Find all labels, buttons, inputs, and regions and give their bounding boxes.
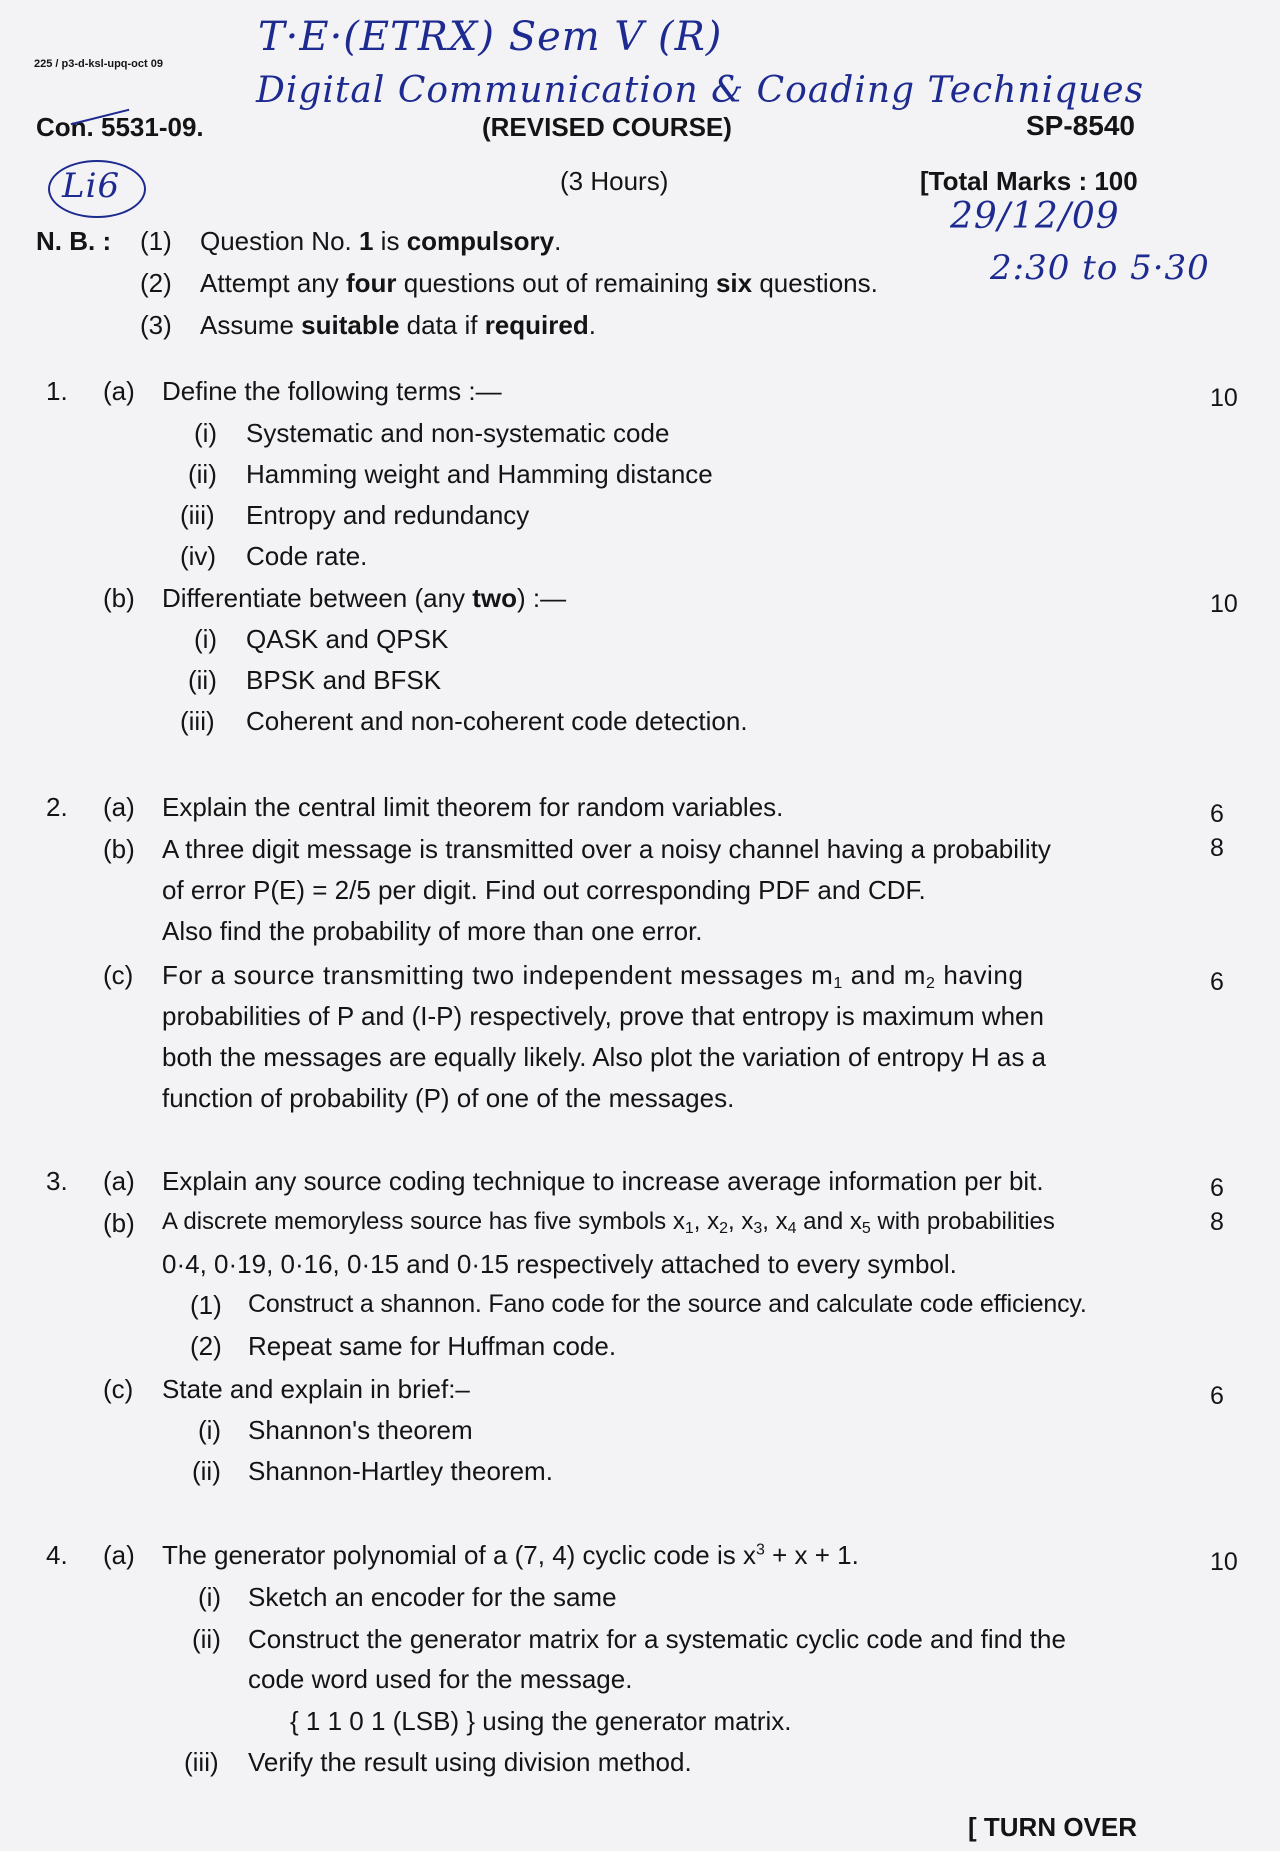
q3b-label: (b) [103,1208,135,1238]
q3a-label: (a) [103,1166,135,1196]
q3c-text: State and explain in brief:– [162,1374,470,1404]
duration: (3 Hours) [560,166,669,196]
q2b-line3: Also find the probability of more than one error. [162,916,703,946]
handwritten-title-line2: Digital Communication & Coading Techniques [256,70,1145,111]
q1b-iii-text: Coherent and non-coherent code detection. [246,706,748,736]
q4a-ii-text-cont: code word used for the message. [248,1664,633,1694]
course-label: (REVISED COURSE) [482,112,732,142]
q3c-ii-text: Shannon-Hartley theorem. [248,1456,553,1486]
con-number: Con. 5531-09. [36,112,204,142]
q3c-marks: 6 [1210,1382,1224,1410]
q1a-iii-text: Entropy and redundancy [246,500,530,530]
q3b-marks: 8 [1210,1208,1224,1236]
q2b-label: (b) [103,834,135,864]
q1a-label: (a) [103,376,135,406]
q1a-i-text: Systematic and non-systematic code [246,418,670,448]
q1b-text: Differentiate between (any two) :— [162,583,567,613]
q2c-marks: 6 [1210,968,1224,996]
paper-code: SP-8540 [1026,110,1135,141]
q3c-i-num: (i) [198,1415,222,1445]
q2c-line3: both the messages are equally likely. Also plot the variation of entropy H as a [162,1042,1047,1072]
turn-over: [ TURN OVER [968,1812,1137,1842]
note-3: Assume suitable data if required. [200,310,596,340]
q1a-ii-num: (ii) [188,459,217,489]
q1a-text: Define the following terms :— [162,376,502,406]
q4a-i-num: (i) [198,1582,222,1612]
q4a-marks: 10 [1210,1548,1238,1576]
q3b-2-num: (2) [190,1331,222,1361]
print-code: 225 / p3-d-ksl-upq-oct 09 [34,58,163,70]
q1a-iv-num: (iv) [180,541,217,571]
q1a-iv-text: Code rate. [246,541,368,571]
q2a-label: (a) [103,792,135,822]
q4a-ii-text: Construct the generator matrix for a systematic cyclic code and find the [248,1624,1066,1654]
q4a-label: (a) [103,1540,135,1570]
q1a-i-num: (i) [194,418,218,448]
q2c-line1: For a source transmitting two independent messages $m_1$ and $m_2$ having [162,960,1024,992]
q2b-line2: of error P(E) = 2/5 per digit. Find out corresponding PDF and CDF. [162,875,926,905]
q3c-label: (c) [103,1374,134,1404]
q1b-marks: 10 [1210,590,1238,618]
notes-label: N. B. : [36,226,112,256]
handwritten-circle-text: Li6 [62,166,121,206]
q4-number: 4. [46,1540,68,1570]
q4a-iii-num: (iii) [184,1747,219,1777]
handwritten-date: 29/12/09 [950,196,1120,237]
q3b-line2: 0·4, 0·19, 0·16, 0·15 and 0·15 respectively attached to every symbol. [162,1249,957,1279]
note-1-num: (1) [140,226,172,256]
q3c-ii-num: (ii) [192,1456,221,1486]
q2a-text: Explain the central limit theorem for random variables. [162,792,784,822]
q2b-marks: 8 [1210,834,1224,862]
q1-number: 1. [46,376,68,406]
q2c-line2: probabilities of P and (I-P) respectively, prove that entropy is maximum when [162,1001,1044,1031]
q3b-1-text: Construct a shannon. Fano code for the source and calculate code efficiency. [248,1290,1087,1318]
q2a-marks: 6 [1210,800,1224,828]
q4a-i-text: Sketch an encoder for the same [248,1582,617,1612]
handwritten-time: 2:30 to 5·30 [990,248,1210,288]
q2c-line4: function of probability (P) of one of the messages. [162,1083,735,1113]
q3a-marks: 6 [1210,1174,1224,1202]
q4a-ii-num: (ii) [192,1624,221,1654]
note-2-num: (2) [140,268,172,298]
q4a-text: The generator polynomial of a (7, 4) cyclic code is $x^3 + x + 1$. [162,1540,859,1570]
q3b-line1: A discrete memoryless source has five symbols $x_1$, $x_2$, $x_3$, $x_4$ and $x_5$ with probabilities [162,1208,1055,1237]
q3a-text: Explain any source coding technique to increase average information per bit. [162,1166,1044,1196]
q1b-iii-num: (iii) [180,706,215,736]
q1b-label: (b) [103,583,135,613]
q3c-i-text: Shannon's theorem [248,1415,473,1445]
q1b-i-text: QASK and QPSK [246,624,449,654]
q1a-marks: 10 [1210,384,1238,412]
q1a-iii-num: (iii) [180,500,215,530]
q3b-2-text: Repeat same for Huffman code. [248,1331,617,1361]
total-marks: [Total Marks : 100 [920,166,1138,196]
q2c-label: (c) [103,960,134,990]
q1b-i-num: (i) [194,624,218,654]
q1b-ii-num: (ii) [188,665,217,695]
q3b-1-num: (1) [190,1290,222,1320]
q3-number: 3. [46,1166,68,1196]
q2-number: 2. [46,792,68,822]
q4a-ii-message: { 1 1 0 1 (LSB) } using the generator matrix. [290,1706,792,1736]
note-2: Attempt any four questions out of remaining six questions. [200,268,878,298]
note-3-num: (3) [140,310,172,340]
note-1: Question No. 1 is compulsory. [200,226,562,256]
q1a-ii-text: Hamming weight and Hamming distance [246,459,713,489]
q4a-iii-text: Verify the result using division method. [248,1747,692,1777]
q1b-ii-text: BPSK and BFSK [246,665,442,695]
q2b-line1: A three digit message is transmitted over a noisy channel having a probability [162,834,1051,864]
handwritten-title-line1: T·E·(ETRX) Sem V (R) [258,14,723,60]
